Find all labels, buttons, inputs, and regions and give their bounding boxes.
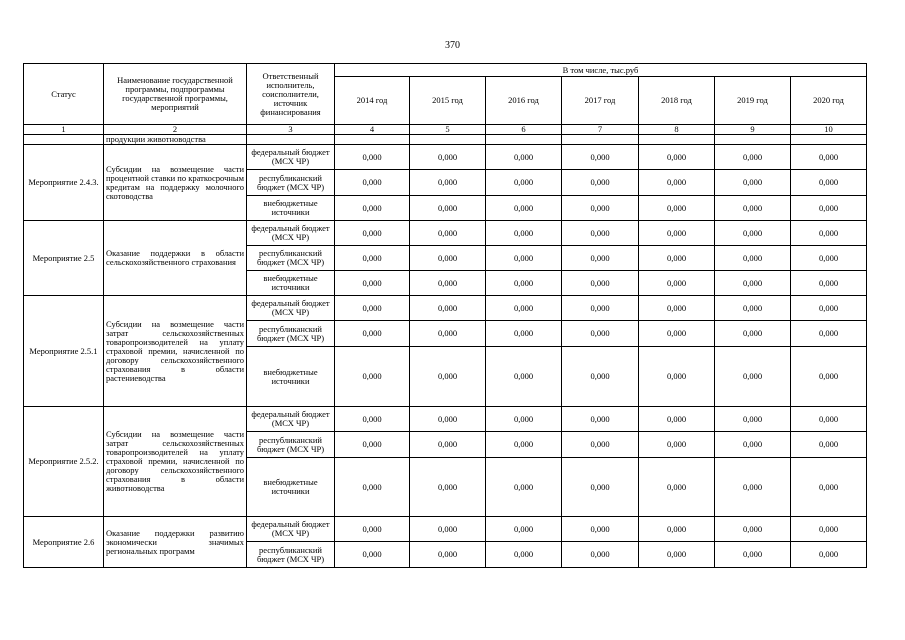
header-year: 2020 год xyxy=(791,77,867,125)
header-year: 2017 год xyxy=(562,77,639,125)
amount-value: 0,000 xyxy=(791,221,867,246)
header-year: 2019 год xyxy=(715,77,791,125)
measure-status: Мероприятие 2.5 xyxy=(24,221,104,296)
column-number: 6 xyxy=(486,125,562,135)
amount-value: 0,000 xyxy=(639,321,715,347)
measure-status: Мероприятие 2.6 xyxy=(24,517,104,568)
header-name: Наименование государственной программы, подпрограммы государственной программы, мероприятий xyxy=(104,64,247,125)
amount-value: 0,000 xyxy=(486,145,562,170)
amount-value: 0,000 xyxy=(486,407,562,432)
amount-value: 0,000 xyxy=(639,246,715,271)
amount-value: 0,000 xyxy=(486,347,562,407)
amount-value: 0,000 xyxy=(335,296,410,321)
amount-value: 0,000 xyxy=(791,246,867,271)
amount-value: 0,000 xyxy=(791,196,867,221)
funding-source: федеральный бюджет (МСХ ЧР) xyxy=(247,145,335,170)
measure-name: Субсидии на возмещение части затрат сельскохозяйственных товаропроизводителей на уплату страховой премии, начисленной по договору сельскохозяйственного страхования в области растениеводства xyxy=(104,296,247,407)
amount-value: 0,000 xyxy=(335,432,410,458)
amount-value: 0,000 xyxy=(791,170,867,196)
amount-value: 0,000 xyxy=(335,271,410,296)
amount-value: 0,000 xyxy=(562,196,639,221)
column-number: 10 xyxy=(791,125,867,135)
amount-value: 0,000 xyxy=(335,458,410,517)
amount-value: 0,000 xyxy=(639,221,715,246)
page-number: 370 xyxy=(445,40,460,51)
funding-source: внебюджетные источники xyxy=(247,196,335,221)
amount-value: 0,000 xyxy=(791,542,867,568)
amount-value: 0,000 xyxy=(335,407,410,432)
amount-value: 0,000 xyxy=(486,271,562,296)
header-group: В том числе, тыс.руб xyxy=(335,64,867,77)
amount-value: 0,000 xyxy=(335,542,410,568)
empty-cell xyxy=(486,135,562,145)
amount-value: 0,000 xyxy=(639,170,715,196)
funding-source: внебюджетные источники xyxy=(247,347,335,407)
amount-value: 0,000 xyxy=(562,517,639,542)
funding-source: республиканский бюджет (МСХ ЧР) xyxy=(247,321,335,347)
amount-value: 0,000 xyxy=(639,296,715,321)
budget-table xyxy=(23,63,867,568)
amount-value: 0,000 xyxy=(410,145,486,170)
funding-source: федеральный бюджет (МСХ ЧР) xyxy=(247,221,335,246)
amount-value: 0,000 xyxy=(335,517,410,542)
table-row xyxy=(24,135,867,145)
amount-value: 0,000 xyxy=(562,542,639,568)
amount-value: 0,000 xyxy=(562,170,639,196)
measure-status: Мероприятие 2.5.2. xyxy=(24,407,104,517)
amount-value: 0,000 xyxy=(791,296,867,321)
funding-source: федеральный бюджет (МСХ ЧР) xyxy=(247,407,335,432)
amount-value: 0,000 xyxy=(791,432,867,458)
amount-value: 0,000 xyxy=(715,271,791,296)
amount-value: 0,000 xyxy=(486,542,562,568)
continuation-text: продукции животноводства xyxy=(104,135,247,145)
amount-value: 0,000 xyxy=(562,407,639,432)
amount-value: 0,000 xyxy=(335,145,410,170)
amount-value: 0,000 xyxy=(791,517,867,542)
empty-cell xyxy=(335,135,410,145)
table-row xyxy=(24,145,867,170)
measure-status: Мероприятие 2.5.1 xyxy=(24,296,104,407)
column-number: 2 xyxy=(104,125,247,135)
funding-source: федеральный бюджет (МСХ ЧР) xyxy=(247,296,335,321)
amount-value: 0,000 xyxy=(715,246,791,271)
amount-value: 0,000 xyxy=(715,517,791,542)
funding-source: республиканский бюджет (МСХ ЧР) xyxy=(247,246,335,271)
table-row xyxy=(24,296,867,321)
empty-cell xyxy=(410,135,486,145)
amount-value: 0,000 xyxy=(410,296,486,321)
amount-value: 0,000 xyxy=(715,458,791,517)
amount-value: 0,000 xyxy=(562,347,639,407)
amount-value: 0,000 xyxy=(335,347,410,407)
amount-value: 0,000 xyxy=(410,221,486,246)
amount-value: 0,000 xyxy=(562,246,639,271)
column-number: 8 xyxy=(639,125,715,135)
amount-value: 0,000 xyxy=(335,246,410,271)
funding-source: республиканский бюджет (МСХ ЧР) xyxy=(247,542,335,568)
amount-value: 0,000 xyxy=(486,517,562,542)
amount-value: 0,000 xyxy=(562,145,639,170)
amount-value: 0,000 xyxy=(639,458,715,517)
amount-value: 0,000 xyxy=(639,196,715,221)
amount-value: 0,000 xyxy=(335,321,410,347)
amount-value: 0,000 xyxy=(791,458,867,517)
empty-cell xyxy=(247,135,335,145)
empty-cell xyxy=(639,135,715,145)
measure-name: Оказание поддержки развитию экономически значимых региональных программ xyxy=(104,517,247,568)
table-row xyxy=(24,517,867,542)
amount-value: 0,000 xyxy=(639,407,715,432)
amount-value: 0,000 xyxy=(486,296,562,321)
table-row xyxy=(24,64,867,77)
amount-value: 0,000 xyxy=(639,542,715,568)
measure-name: Субсидии на возмещение части процентной ставки по краткосрочным кредитам на поддержку молочного скотоводства xyxy=(104,145,247,221)
amount-value: 0,000 xyxy=(562,221,639,246)
amount-value: 0,000 xyxy=(715,145,791,170)
empty-cell xyxy=(715,135,791,145)
column-number: 7 xyxy=(562,125,639,135)
amount-value: 0,000 xyxy=(715,347,791,407)
amount-value: 0,000 xyxy=(715,170,791,196)
amount-value: 0,000 xyxy=(410,321,486,347)
amount-value: 0,000 xyxy=(791,271,867,296)
header-year: 2016 год xyxy=(486,77,562,125)
amount-value: 0,000 xyxy=(410,542,486,568)
amount-value: 0,000 xyxy=(715,296,791,321)
amount-value: 0,000 xyxy=(410,517,486,542)
amount-value: 0,000 xyxy=(639,145,715,170)
amount-value: 0,000 xyxy=(791,407,867,432)
amount-value: 0,000 xyxy=(410,196,486,221)
empty-cell xyxy=(562,135,639,145)
funding-source: внебюджетные источники xyxy=(247,458,335,517)
amount-value: 0,000 xyxy=(715,196,791,221)
header-responsible: Ответственный исполнитель, соисполнители, источник финансирования xyxy=(247,64,335,125)
amount-value: 0,000 xyxy=(335,196,410,221)
amount-value: 0,000 xyxy=(486,196,562,221)
amount-value: 0,000 xyxy=(410,432,486,458)
funding-source: внебюджетные источники xyxy=(247,271,335,296)
amount-value: 0,000 xyxy=(791,347,867,407)
empty-cell xyxy=(791,135,867,145)
column-number: 5 xyxy=(410,125,486,135)
column-number: 3 xyxy=(247,125,335,135)
amount-value: 0,000 xyxy=(715,321,791,347)
amount-value: 0,000 xyxy=(486,221,562,246)
measure-status: Мероприятие 2.4.3. xyxy=(24,145,104,221)
measure-name: Оказание поддержки в области сельскохозяйственного страхования xyxy=(104,221,247,296)
amount-value: 0,000 xyxy=(562,432,639,458)
column-number: 9 xyxy=(715,125,791,135)
amount-value: 0,000 xyxy=(639,347,715,407)
amount-value: 0,000 xyxy=(410,271,486,296)
amount-value: 0,000 xyxy=(486,321,562,347)
amount-value: 0,000 xyxy=(410,407,486,432)
table-row xyxy=(24,407,867,432)
amount-value: 0,000 xyxy=(410,458,486,517)
measure-name: Субсидии на возмещение части затрат сельскохозяйственных товаропроизводителей на уплату страховой премии, начисленной по договору сельскохозяйственного страхования в области животноводства xyxy=(104,407,247,517)
amount-value: 0,000 xyxy=(639,432,715,458)
amount-value: 0,000 xyxy=(562,321,639,347)
amount-value: 0,000 xyxy=(562,296,639,321)
amount-value: 0,000 xyxy=(791,145,867,170)
amount-value: 0,000 xyxy=(715,432,791,458)
amount-value: 0,000 xyxy=(791,321,867,347)
header-year: 2018 год xyxy=(639,77,715,125)
empty-cell xyxy=(24,135,104,145)
column-number: 4 xyxy=(335,125,410,135)
amount-value: 0,000 xyxy=(410,170,486,196)
amount-value: 0,000 xyxy=(562,271,639,296)
amount-value: 0,000 xyxy=(410,246,486,271)
header-year: 2014 год xyxy=(335,77,410,125)
amount-value: 0,000 xyxy=(486,170,562,196)
amount-value: 0,000 xyxy=(639,271,715,296)
table-row xyxy=(24,221,867,246)
amount-value: 0,000 xyxy=(639,517,715,542)
amount-value: 0,000 xyxy=(715,542,791,568)
amount-value: 0,000 xyxy=(410,347,486,407)
amount-value: 0,000 xyxy=(486,432,562,458)
table-row xyxy=(24,125,867,135)
header-status: Статус xyxy=(24,64,104,125)
amount-value: 0,000 xyxy=(715,221,791,246)
column-number: 1 xyxy=(24,125,104,135)
amount-value: 0,000 xyxy=(335,170,410,196)
header-year: 2015 год xyxy=(410,77,486,125)
funding-source: федеральный бюджет (МСХ ЧР) xyxy=(247,517,335,542)
amount-value: 0,000 xyxy=(486,246,562,271)
amount-value: 0,000 xyxy=(335,221,410,246)
funding-source: республиканский бюджет (МСХ ЧР) xyxy=(247,170,335,196)
amount-value: 0,000 xyxy=(486,458,562,517)
amount-value: 0,000 xyxy=(715,407,791,432)
funding-source: республиканский бюджет (МСХ ЧР) xyxy=(247,432,335,458)
amount-value: 0,000 xyxy=(562,458,639,517)
